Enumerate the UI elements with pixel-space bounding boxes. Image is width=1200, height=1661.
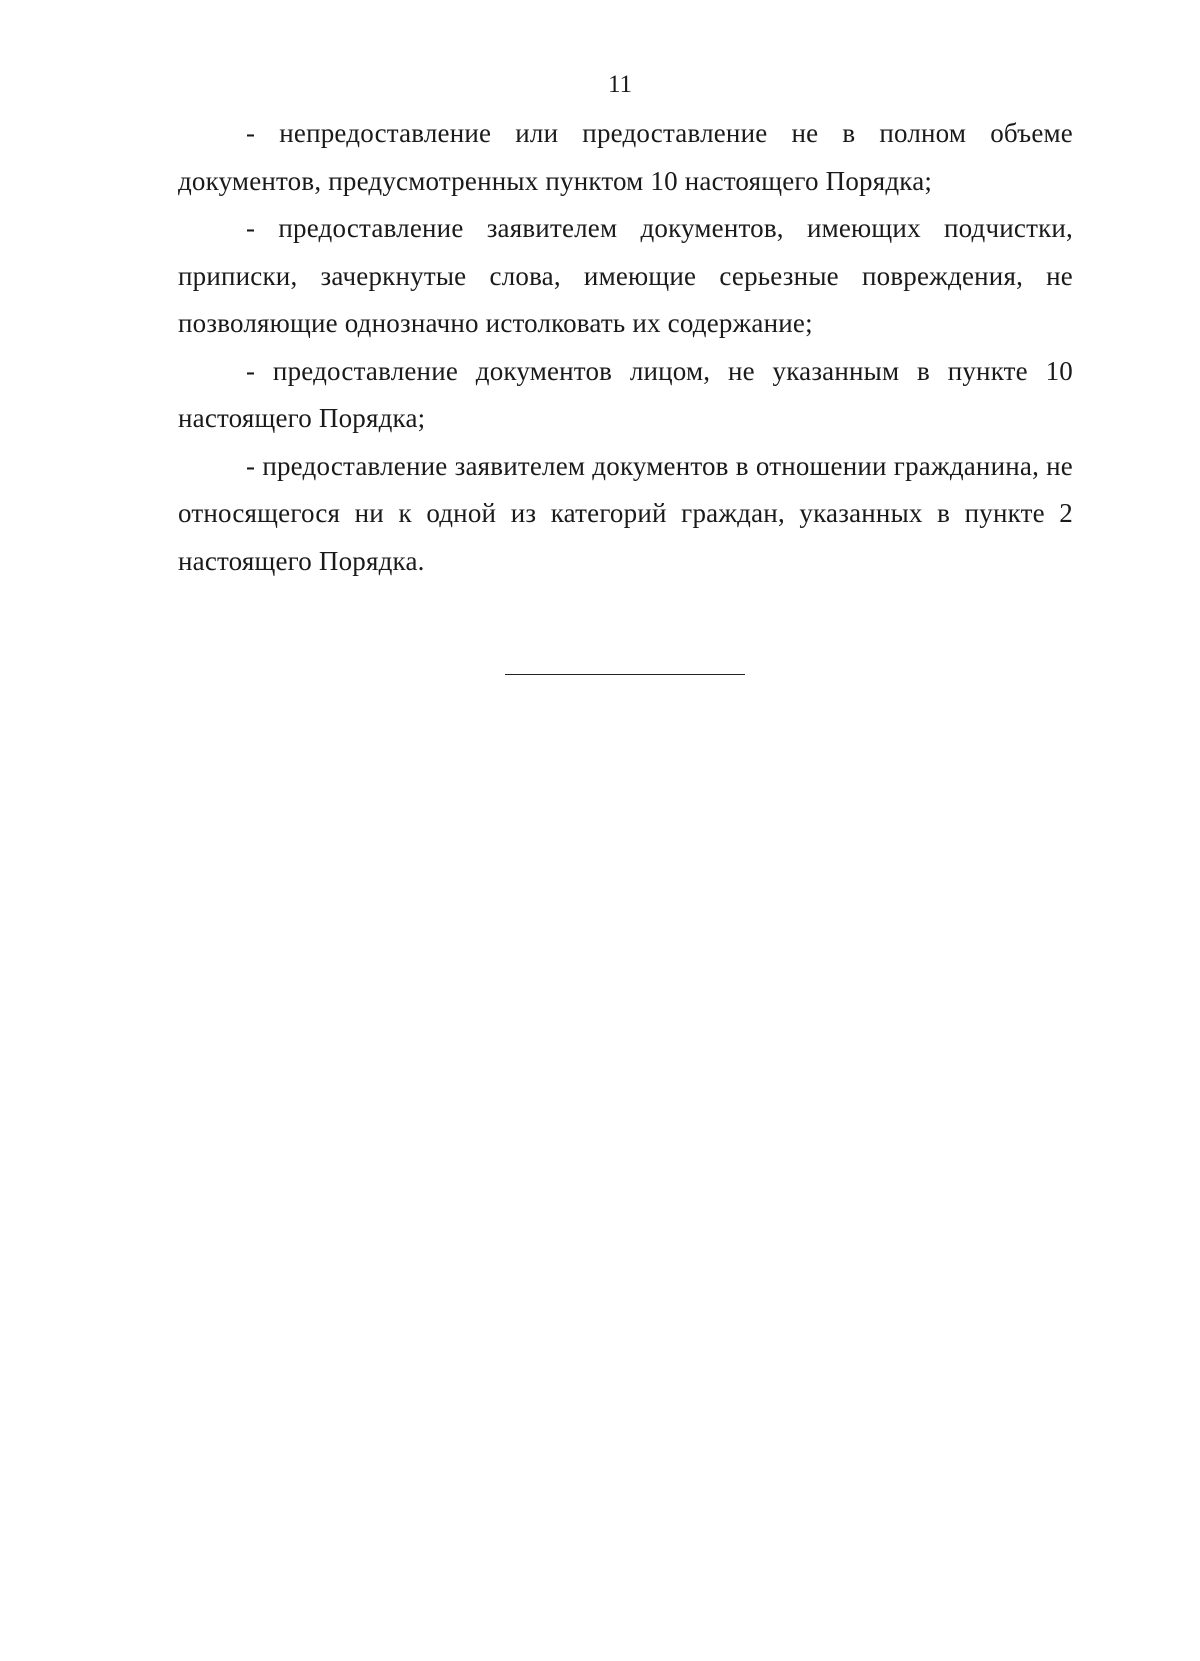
list-item: - предоставление заявителем документов в отношении гражданина, не относящегося ни к одной из категорий граждан, указанных в пункте 2 настоящего Порядка. bbox=[178, 450, 1073, 576]
list-item: - предоставление документов лицом, не указанным в пункте 10 настоящего Порядка; bbox=[178, 355, 1073, 433]
end-separator-line bbox=[505, 674, 745, 675]
list-item: - непредоставление или предоставление не в полном объеме документов, предусмотренных пунктом 10 настоящего Порядка; bbox=[178, 118, 1073, 196]
list-item: - предоставление заявителем документов, имеющих подчистки, приписки, зачеркнутые слова, имеющие серьезные повреждения, не позволяющие однозначно истолковать их содержание; bbox=[178, 213, 1073, 338]
document-body bbox=[178, 110, 1073, 585]
page-number: 11 bbox=[607, 71, 633, 98]
